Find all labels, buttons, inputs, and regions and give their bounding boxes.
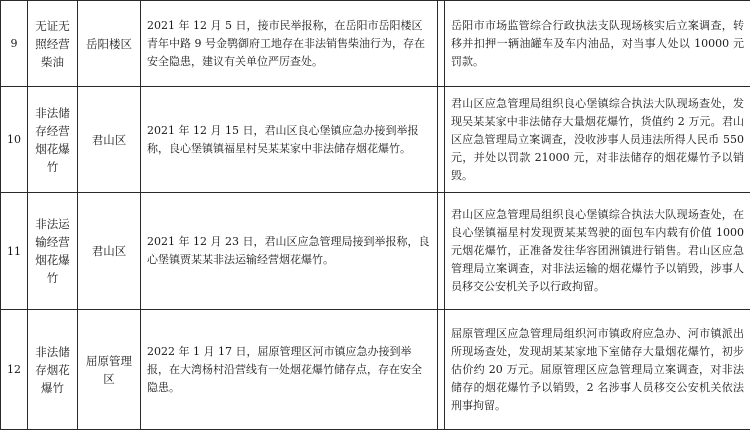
case-category: 非法储存经营烟花爆竹 bbox=[28, 87, 78, 193]
case-category: 无证无照经营柴油 bbox=[28, 1, 78, 87]
table-row bbox=[1, 87, 750, 193]
row-index: 11 bbox=[1, 193, 28, 310]
case-category: 非法储存烟花爆竹 bbox=[28, 310, 78, 430]
blank-cell bbox=[438, 310, 445, 430]
case-result: 君山区应急管理局组织良心堡镇综合执法大队现场查处，发现吴某某家中非法储存大量烟花爆竹，货值约 2 万元。君山区应急管理局立案调查，没收涉事人员违法所得人民币 550 元，并处以罚款 21000 元，对非法储存的烟花爆竹予以销毁。 bbox=[445, 87, 750, 193]
case-result: 君山区应急管理局组织良心堡镇综合执法大队现场查处，在良心堡镇福星村发现贾某某驾驶的面包车内载有价值 1000 元烟花爆竹，正准备发往华容团洲镇进行销售。君山区应急管理局立案调查，对非法运输的烟花爆竹予以销毁，涉事人员移交公安机关予以行政拘留。 bbox=[445, 193, 750, 310]
table-row bbox=[1, 310, 750, 430]
case-situation: 2021 年 12 月 23 日，君山区应急管理局接到举报称，良心堡镇贾某某非法运输经营烟花爆竹。 bbox=[141, 193, 438, 310]
case-situation: 2021 年 12 月 5 日，接市民举报称，在岳阳市岳阳楼区青年中路 9 号金鹗御府工地存在非法销售柴油行为，存在安全隐患，建议有关单位严厉查处。 bbox=[141, 1, 438, 87]
case-area: 屈原管理区 bbox=[78, 310, 141, 430]
blank-cell bbox=[438, 87, 445, 193]
blank-cell bbox=[438, 193, 445, 310]
case-result: 岳阳市市场监管综合行政执法支队现场核实后立案调查，转移并扣押一辆油罐车及车内油品，对当事人处以 10000 元罚款。 bbox=[445, 1, 750, 87]
table-row bbox=[1, 193, 750, 310]
case-area: 岳阳楼区 bbox=[78, 1, 141, 87]
case-situation: 2022 年 1 月 17 日，屈原管理区河市镇应急办接到举报，在大湾杨村沿营线有一处烟花爆竹储存点，存在安全隐患。 bbox=[141, 310, 438, 430]
case-area: 君山区 bbox=[78, 193, 141, 310]
row-index: 12 bbox=[1, 310, 28, 430]
table-row bbox=[1, 1, 750, 87]
row-index: 9 bbox=[1, 1, 28, 87]
case-category: 非法运输经营烟花爆竹 bbox=[28, 193, 78, 310]
case-area: 君山区 bbox=[78, 87, 141, 193]
case-situation: 2021 年 12 月 15 日，君山区良心堡镇应急办接到举报称，良心堡镇镇福星村吴某某家中非法储存烟花爆竹。 bbox=[141, 87, 438, 193]
case-result: 屈原管理区应急管理局组织河市镇政府应急办、河市镇派出所现场查处，发现胡某某家地下室储存大量烟花爆竹，初步估价约 20 万元。屈原管理区应急管理局立案调查，对非法储存的烟花爆竹予以销毁，2 名涉事人员移交公安机关依法刑事拘留。 bbox=[445, 310, 750, 430]
blank-cell bbox=[438, 1, 445, 87]
row-index: 10 bbox=[1, 87, 28, 193]
